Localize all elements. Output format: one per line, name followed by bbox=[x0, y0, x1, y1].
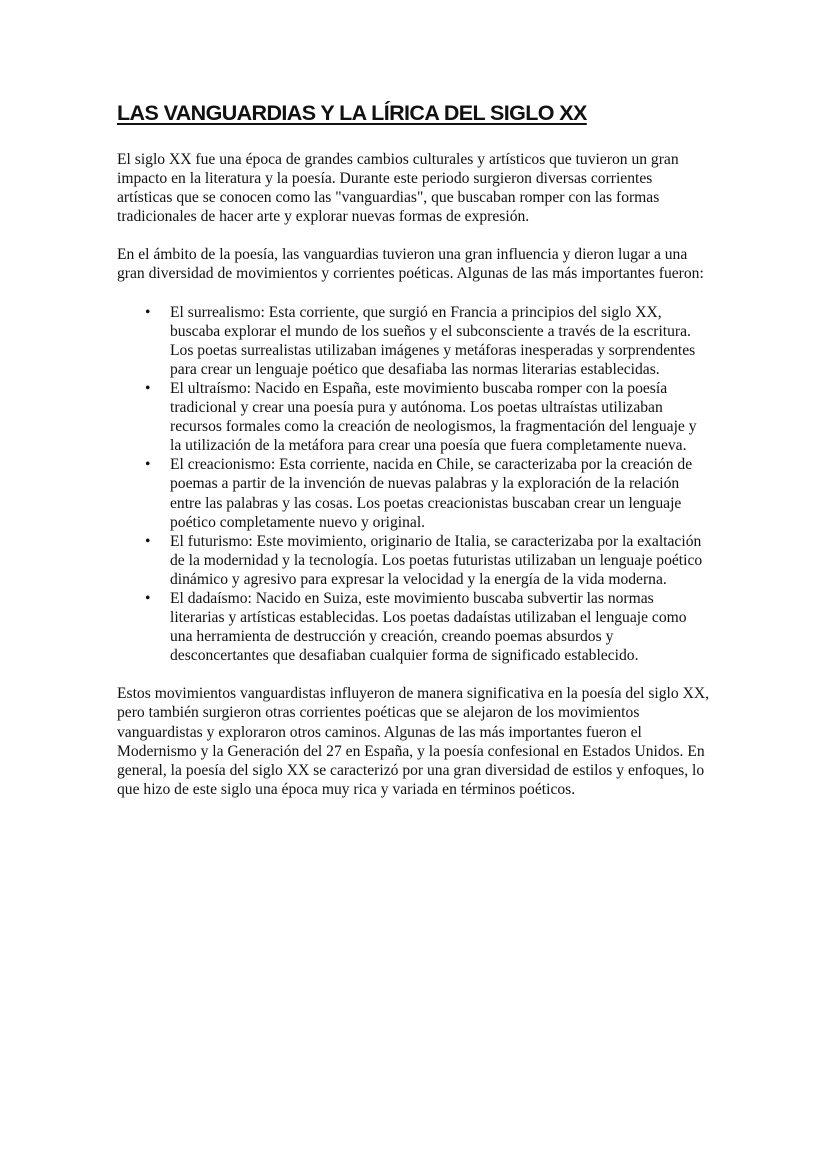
bullet-icon: • bbox=[145, 379, 151, 397]
bullet-icon: • bbox=[145, 303, 151, 321]
list-item-text: El creacionismo: Esta corriente, nacida en Chile, se caracterizaba por la creación de poemas a partir de la invención de nuevas palabras y la exploración de la relación entre las palabras y las cosas. Los poetas creacionistas buscaban crear un lenguaje poético completamente nuevo y original. bbox=[170, 456, 693, 531]
list-item-text: El ultraísmo: Nacido en España, este movimiento buscaba romper con la poesía tradicional y crear una poesía pura y autónoma. Los poetas ultraístas utilizaban recursos formales como la creación de neologismos, la fragmentación del lenguaje y la utilización de la metáfora para crear una poesía que fuera completamente nueva. bbox=[170, 379, 697, 455]
list-item-surrealismo bbox=[145, 303, 711, 379]
influence-paragraph: En el ámbito de la poesía, las vanguardias tuvieron una gran influencia y dieron lugar a una gran diversidad de movimientos y corrientes poéticas. Algunas de las más importantes fueron: bbox=[117, 246, 704, 283]
document-body bbox=[117, 150, 711, 818]
list-item-creacionismo bbox=[145, 455, 711, 531]
list-item-text: El futurismo: Este movimiento, originario de Italia, se caracterizaba por la exaltación de la modernidad y la tecnología. Los poetas futuristas utilizaban un lenguaje poético dinámico y agresivo para expresar la velocidad y la energía de la vida moderna. bbox=[170, 532, 703, 588]
conclusion-paragraph: Estos movimientos vanguardistas influyeron de manera significativa en la poesía del siglo XX, pero también surgieron otras corrientes poéticas que se alejaron de los movimientos vanguardistas y exploraron otros caminos. Algunas de las más importantes fueron el Modernismo y la Generación del 27 en España, y la poesía confesional en Estados Unidos. En general, la poesía del siglo XX se caracterizó por una gran diversidad de estilos y enfoques, lo que hizo de este siglo una época muy rica y variada en términos poéticos. bbox=[117, 685, 709, 798]
list-item-ultraismo bbox=[145, 379, 711, 455]
list-item-futurismo bbox=[145, 532, 711, 589]
list-item-text: El dadaísmo: Nacido en Suiza, este movimiento buscaba subvertir las normas literarias y artísticas establecidas. Los poetas dadaístas utilizaban el lenguaje como una herramienta de destrucción y creación, creando poemas absurdos y desconcertantes que desafiaban cualquier forma de significado establecido. bbox=[170, 589, 687, 665]
movements-list bbox=[117, 303, 711, 666]
bullet-icon: • bbox=[145, 589, 151, 607]
bullet-icon: • bbox=[145, 532, 151, 550]
list-item-dadaismo bbox=[145, 589, 711, 665]
document-title: LAS VANGUARDIAS Y LA LÍRICA DEL SIGLO XX bbox=[117, 101, 587, 125]
list-item-text: El surrealismo: Esta corriente, que surgió en Francia a principios del siglo XX, buscaba explorar el mundo de los sueños y el subconsciente a través de la escritura. Los poetas surrealistas utilizaban imágenes y metáforas inesperadas y sorprendentes para crear un lenguaje poético que desafiaba las normas literarias establecidas. bbox=[170, 303, 696, 378]
intro-paragraph: El siglo XX fue una época de grandes cambios culturales y artísticos que tuvieron un gran impacto en la literatura y la poesía. Durante este periodo surgieron diversas corrientes artísticas que se conocen como las "vanguardias", que buscaban romper con las formas tradicionales de hacer arte y explorar nuevas formas de expresión. bbox=[117, 151, 679, 226]
bullet-icon: • bbox=[145, 456, 151, 474]
